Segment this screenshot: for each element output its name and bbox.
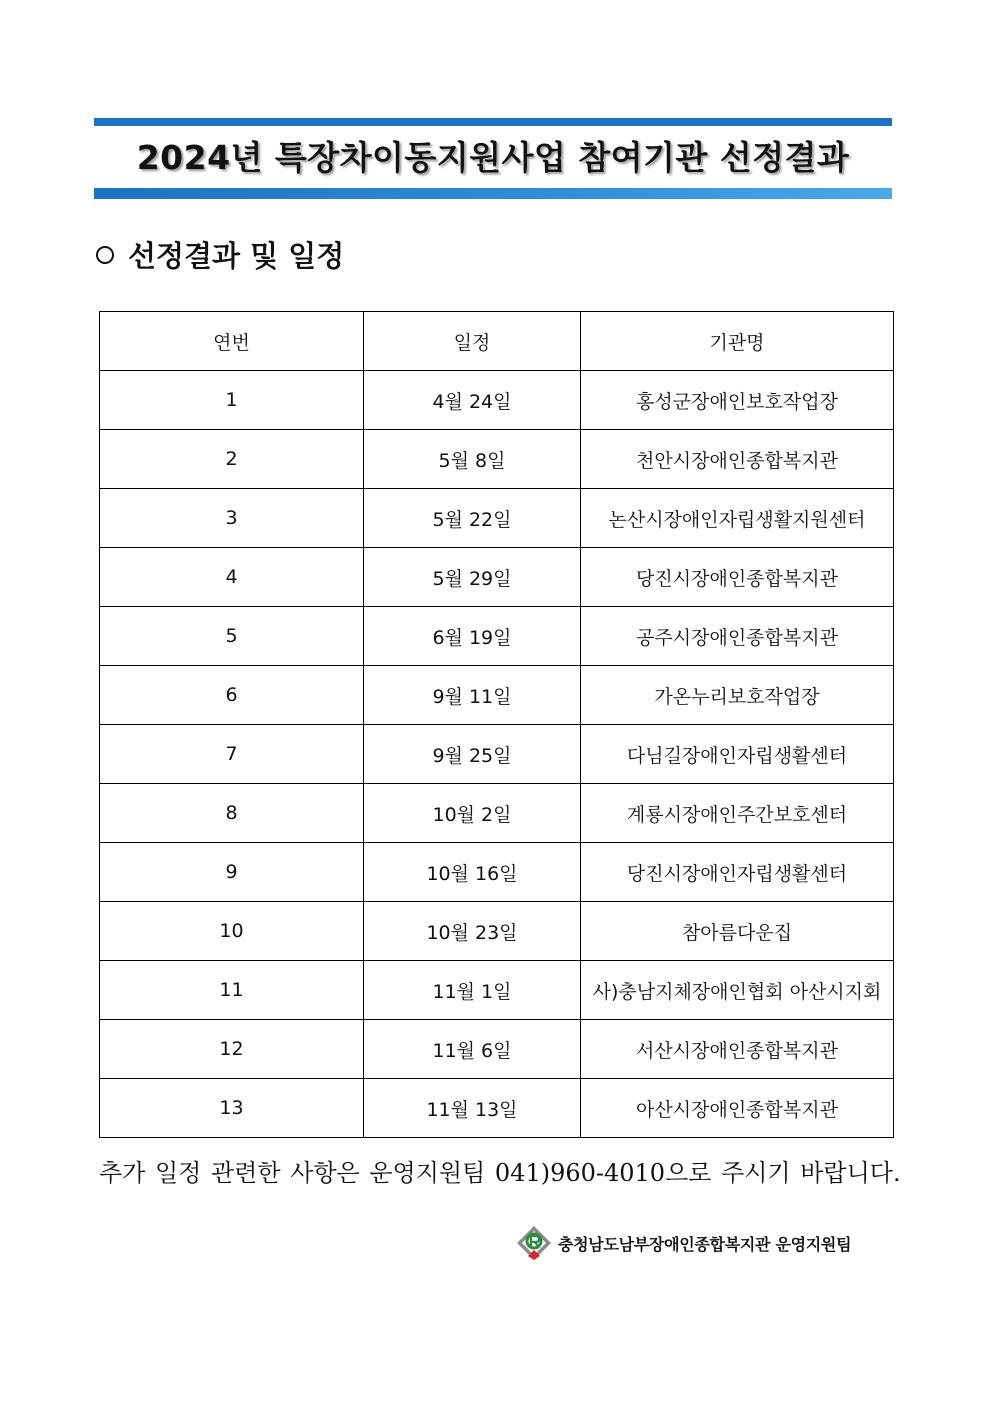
row-institution-cell: 아산시장애인종합복지관 — [581, 1079, 894, 1138]
row-institution-cell: 서산시장애인종합복지관 — [581, 1020, 894, 1079]
row-date-cell: 9월 25일 — [364, 725, 581, 784]
row-number-cell: 13 — [100, 1079, 364, 1138]
row-institution-cell: 천안시장애인종합복지관 — [581, 430, 894, 489]
title-banner — [94, 118, 892, 200]
column-header-institution: 기관명 — [581, 312, 894, 371]
footer-signature — [514, 1222, 851, 1264]
section-heading-text: 선정결과 및 일정 — [128, 239, 345, 273]
page-title: 2024년 특장차이동지원사업 참여기관 선정결과 — [136, 138, 850, 177]
table-row — [100, 725, 894, 784]
row-number-cell: 11 — [100, 961, 364, 1020]
table-row — [100, 1020, 894, 1079]
row-date-cell: 11월 13일 — [364, 1079, 581, 1138]
row-number-cell: 12 — [100, 1020, 364, 1079]
row-date-cell: 11월 1일 — [364, 961, 581, 1020]
table-row — [100, 666, 894, 725]
title-bottom-bar — [94, 188, 892, 199]
row-institution-cell: 홍성군장애인보호작업장 — [581, 371, 894, 430]
row-institution-cell: 사)충남지체장애인협회 아산시지회 — [581, 961, 894, 1020]
row-date-cell: 11월 6일 — [364, 1020, 581, 1079]
table-row — [100, 548, 894, 607]
row-institution-cell: 계룡시장애인주간보호센터 — [581, 784, 894, 843]
table-row — [100, 784, 894, 843]
row-number-cell: 6 — [100, 666, 364, 725]
row-institution-cell: 참아름다운집 — [581, 902, 894, 961]
row-date-cell: 5월 29일 — [364, 548, 581, 607]
row-date-cell: 4월 24일 — [364, 371, 581, 430]
section-heading — [96, 234, 344, 278]
welfare-center-logo-icon — [514, 1223, 554, 1263]
column-header-date: 일정 — [364, 312, 581, 371]
row-number-cell: 1 — [100, 371, 364, 430]
row-number-cell: 3 — [100, 489, 364, 548]
row-date-cell: 6월 19일 — [364, 607, 581, 666]
row-date-cell: 10월 2일 — [364, 784, 581, 843]
row-institution-cell: 논산시장애인자립생활지원센터 — [581, 489, 894, 548]
contact-note: 추가 일정 관련한 사항은 운영지원팀 041)960-4010으로 주시기 바랍니다. — [99, 1159, 901, 1187]
table-row — [100, 430, 894, 489]
row-institution-cell: 당진시장애인자립생활센터 — [581, 843, 894, 902]
schedule-table — [99, 311, 894, 1138]
row-date-cell: 5월 22일 — [364, 489, 581, 548]
table-row — [100, 961, 894, 1020]
row-number-cell: 9 — [100, 843, 364, 902]
table-row — [100, 843, 894, 902]
row-number-cell: 7 — [100, 725, 364, 784]
row-date-cell: 10월 23일 — [364, 902, 581, 961]
row-date-cell: 9월 11일 — [364, 666, 581, 725]
row-institution-cell: 당진시장애인종합복지관 — [581, 548, 894, 607]
footer-org-name: 충청남도남부장애인종합복지관 운영지원팀 — [558, 1234, 852, 1254]
circle-bullet-icon — [96, 246, 114, 264]
row-number-cell: 8 — [100, 784, 364, 843]
table-row — [100, 371, 894, 430]
column-header-number: 연번 — [100, 312, 364, 371]
row-date-cell: 10월 16일 — [364, 843, 581, 902]
table-row — [100, 902, 894, 961]
row-number-cell: 2 — [100, 430, 364, 489]
row-institution-cell: 다님길장애인자립생활센터 — [581, 725, 894, 784]
table-header-row — [100, 312, 894, 371]
row-number-cell: 4 — [100, 548, 364, 607]
row-number-cell: 10 — [100, 902, 364, 961]
row-institution-cell: 가온누리보호작업장 — [581, 666, 894, 725]
table-row — [100, 607, 894, 666]
title-top-bar — [94, 118, 892, 126]
row-date-cell: 5월 8일 — [364, 430, 581, 489]
table-row — [100, 489, 894, 548]
row-institution-cell: 공주시장애인종합복지관 — [581, 607, 894, 666]
row-number-cell: 5 — [100, 607, 364, 666]
table-row — [100, 1079, 894, 1138]
